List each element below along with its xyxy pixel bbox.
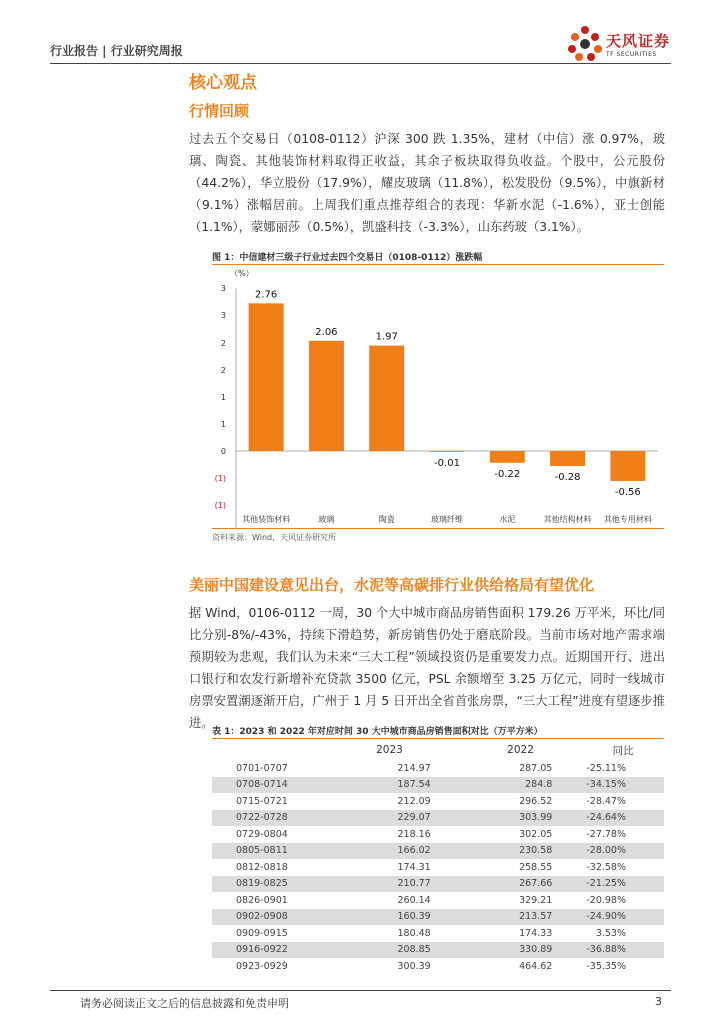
table-cell-value-2022: 267.66: [459, 876, 583, 893]
table-row: [212, 958, 664, 975]
y-tick-label: 1: [220, 393, 226, 402]
y-tick-label: 3: [220, 311, 226, 320]
table-cell-period: 0819-0825: [212, 876, 320, 893]
table-cell-value-2022: 296.52: [519, 795, 553, 807]
table-top-rule: [212, 738, 664, 739]
bar-3: [430, 451, 465, 452]
table-cell-yoy: -35.35%: [586, 960, 626, 972]
bar-4: [490, 451, 525, 463]
table-cell-value-2023: 214.97: [397, 762, 431, 774]
paragraph-review: 过去五个交易日（0108-0112）沪深 300 跌 1.35%，建材（中信）涨 0.97%，玻璃、陶瓷、其他装饰材料取得正收益，其余子板块取得负收益。个股中，公元股份（44.2%），华立股份（17.9%），耀皮玻璃（11.8%），松发股份（9.5%），中旗新材（9.1%）涨幅居前。上周我们重点推荐组合的表现：华新水泥（-1.6%），亚士创能（1.1%），蒙娜丽莎（0.5%），凯盛科技（-3.3%），山东药玻（3.1%）。: [189, 132, 665, 234]
table-cell-value-2022: 287.05: [519, 762, 553, 774]
table-cell-value-2022: 330.89: [459, 942, 583, 959]
figure-top-rule: [212, 264, 664, 265]
table-header-2023: 2023: [376, 744, 403, 756]
bar-value-label: -0.56: [614, 486, 641, 498]
logo-mark-icon: [566, 24, 604, 64]
figure-bottom-rule: [212, 528, 664, 529]
table-cell-value-2022: 329.21: [519, 894, 553, 906]
table-row: [212, 925, 664, 942]
sales-area-table: [212, 740, 664, 975]
table-cell-yoy: -34.15%: [582, 777, 664, 794]
table-cell-value-2023: 210.77: [320, 876, 458, 893]
table-cell-period: 0715-0721: [236, 795, 288, 807]
table-cell-value-2022: 174.33: [519, 927, 553, 939]
x-tick-label: 陶瓷: [378, 515, 395, 524]
logo-name-cn: 天风证券: [606, 32, 671, 50]
table-row: [212, 859, 664, 876]
table-header-2022: 2022: [507, 744, 534, 756]
bar-value-label: 2.76: [255, 289, 278, 301]
table-cell-period: 0708-0714: [212, 777, 320, 794]
table-cell-yoy: -28.00%: [582, 843, 664, 860]
y-tick-label: 2: [220, 339, 226, 348]
table-cell-period: 0722-0728: [212, 810, 320, 827]
section-title-core: 核心观点: [189, 73, 257, 93]
table-cell-yoy: -20.98%: [586, 894, 626, 906]
company-logo: [566, 24, 676, 64]
footer-disclaimer: 请务必阅读正文之后的信息披露和免责申明: [80, 997, 289, 1010]
table-row: [212, 892, 664, 909]
table-row: [212, 843, 664, 860]
y-tick-label: 1: [220, 420, 226, 429]
table-cell-period: 0812-0818: [236, 861, 288, 873]
table-title: 表 1：2023 和 2022 年对应时间 30 大中城市商品房销售面积对比（万平方米）: [212, 727, 543, 737]
bar-chart: [212, 266, 664, 528]
table-row: [212, 909, 664, 926]
table-cell-yoy: -24.90%: [582, 909, 664, 926]
table-cell-value-2023: 160.39: [320, 909, 458, 926]
x-tick-label: 水泥: [499, 515, 516, 524]
footer-divider: [50, 990, 671, 991]
bar-value-label: -0.22: [494, 468, 521, 480]
y-tick-label: 3: [220, 284, 226, 293]
table-row: [212, 777, 664, 794]
table-cell-value-2023: 208.85: [320, 942, 458, 959]
table-header-yoy: 同比: [612, 744, 634, 757]
table-cell-value-2023: 180.48: [397, 927, 431, 939]
bar-value-label: 2.06: [315, 326, 338, 338]
x-tick-label: 其他专用材料: [603, 515, 652, 524]
table-cell-value-2022: 464.62: [519, 960, 553, 972]
table-row: [212, 876, 664, 893]
table-cell-yoy: -27.78%: [586, 828, 626, 840]
table-cell-period: 0909-0915: [236, 927, 288, 939]
table-header-row: [212, 740, 664, 760]
table-cell-value-2023: 166.02: [320, 843, 458, 860]
table-row: [212, 810, 664, 827]
table-cell-value-2023: 187.54: [320, 777, 458, 794]
bar-value-label: -0.28: [554, 471, 581, 483]
table-cell-value-2022: 302.05: [519, 828, 553, 840]
table-cell-value-2023: 229.07: [320, 810, 458, 827]
table-cell-yoy: -28.47%: [586, 795, 626, 807]
table-cell-yoy: -25.11%: [586, 762, 626, 774]
page-number: 3: [655, 995, 662, 1008]
table-cell-period: 0805-0811: [212, 843, 320, 860]
table-cell-value-2022: 303.99: [459, 810, 583, 827]
table-cell-value-2022: 230.58: [459, 843, 583, 860]
header-divider: [50, 63, 671, 64]
section-title-policy: 美丽中国建设意见出台，水泥等高碳排行业供给格局有望优化: [189, 576, 595, 594]
table-row: [212, 942, 664, 959]
table-row: [212, 760, 664, 777]
table-cell-value-2023: 174.31: [397, 861, 431, 873]
table-cell-period: 0902-0908: [212, 909, 320, 926]
table-cell-value-2023: 212.09: [397, 795, 431, 807]
bar-value-label: -0.01: [434, 457, 460, 469]
table-cell-yoy: -32.58%: [586, 861, 626, 873]
figure-title: 图 1：中信建材三级子行业过去四个交易日（0108-0112）涨跌幅: [212, 253, 483, 263]
section-title-review: 行情回顾: [189, 102, 250, 120]
table-header-period: [212, 740, 320, 760]
table-cell-value-2023: 218.16: [397, 828, 431, 840]
table-cell-yoy: -24.64%: [582, 810, 664, 827]
table-row: [212, 793, 664, 810]
y-axis-unit-label: （%）: [230, 269, 254, 278]
table-row: [212, 826, 664, 843]
bar-value-label: 1.97: [375, 331, 398, 343]
table-cell-period: 0826-0901: [236, 894, 288, 906]
table-cell-yoy: -36.88%: [582, 942, 664, 959]
bar-6: [610, 451, 645, 481]
x-tick-label: 其他装饰材料: [242, 515, 291, 524]
table-cell-period: 0923-0929: [236, 960, 288, 972]
bar-1: [309, 341, 344, 451]
table-cell-value-2022: 213.57: [459, 909, 583, 926]
table-cell-period: 0701-0707: [236, 762, 288, 774]
table-cell-value-2023: 260.14: [397, 894, 431, 906]
table-cell-period: 0729-0804: [236, 828, 288, 840]
bar-2: [369, 346, 404, 451]
bar-0: [249, 303, 284, 451]
report-type-label: 行业报告 | 行业研究周报: [50, 44, 183, 58]
table-cell-yoy: 3.53%: [595, 927, 626, 939]
y-tick-label: (1): [214, 474, 226, 483]
figure-source: 资料来源：Wind，天风证券研究所: [212, 533, 337, 542]
table-cell-value-2022: 258.55: [519, 861, 553, 873]
y-tick-label: 0: [220, 447, 226, 456]
table-cell-value-2022: 284.8: [459, 777, 583, 794]
table-cell-value-2023: 300.39: [397, 960, 431, 972]
table-cell-period: 0916-0922: [212, 942, 320, 959]
y-tick-label: (1): [214, 501, 226, 510]
table-cell-yoy: -21.25%: [582, 876, 664, 893]
paragraph-policy: 据 Wind，0106-0112 一周，30 个大中城市商品房销售面积 179.26 万平米，环比/同比分别-8%/-43%，持续下滑趋势，新房销售仍处于磨底阶段。当前市场对地产需求端预期较为悲观，我们认为未来“三大工程”领域投资仍是重要发力点。近期国开行、进出口银行和农发行新增补充贷款 3500 亿元，PSL 余额增至 3.25 万亿元，同时一线城市房票安置潮逐渐开启，广州于 1 月 5 日开出全省首张房票，“三大工程”进度有望逐步推进。: [189, 606, 665, 730]
y-tick-label: 2: [220, 366, 226, 375]
x-tick-label: 玻璃纤维: [431, 515, 463, 524]
logo-name-en: TF SECURITIES: [606, 51, 657, 58]
bar-5: [550, 451, 585, 466]
x-tick-label: 玻璃: [318, 515, 335, 524]
x-tick-label: 其他结构材料: [543, 515, 592, 524]
